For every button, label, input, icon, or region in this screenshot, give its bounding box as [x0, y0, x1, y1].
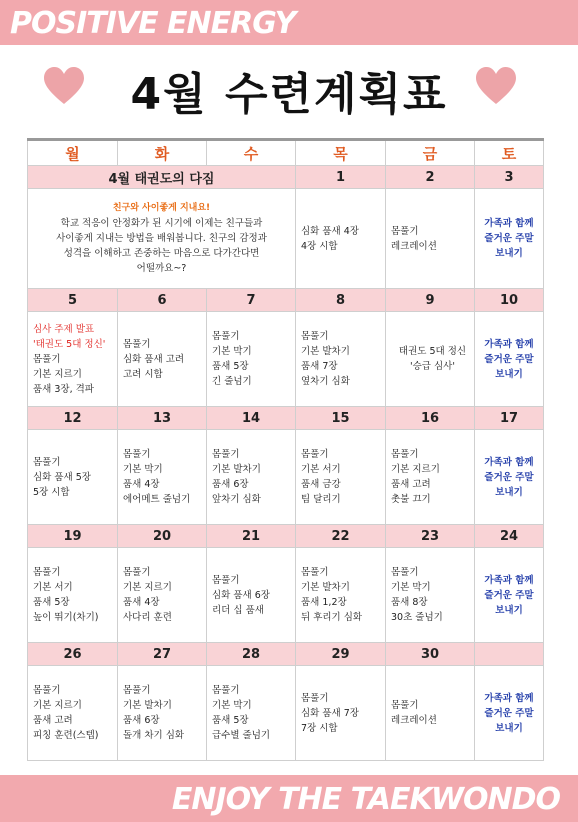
plan-line: 품새 고려 [33, 715, 73, 726]
plan-line: 팀 달리기 [301, 494, 341, 505]
saturday-line: 보내기 [495, 486, 523, 498]
plan-line: 기본 발차기 [301, 582, 350, 593]
date-cell: 9 [386, 289, 475, 312]
date-cell: 7 [207, 289, 296, 312]
plan-line: 7장 시합 [301, 722, 338, 734]
plan-cell [28, 666, 118, 761]
date-cell: 5 [28, 289, 118, 312]
top-banner [0, 0, 578, 45]
plan-line: 레크레이션 [391, 715, 437, 726]
date-cell: 26 [28, 643, 118, 666]
plan-line: 품새 7장 [301, 361, 338, 372]
plan-line: 몸풀기 [391, 449, 419, 460]
date-cell: 14 [207, 407, 296, 430]
plan-cell [28, 430, 118, 525]
date-cell: 22 [296, 525, 386, 548]
exam-notice-line: '태권도 5대 정신' [33, 338, 106, 350]
date-cell: 3 [475, 166, 544, 189]
theme-text-line: 어떨까요~? [136, 263, 187, 274]
plan-cell [296, 189, 386, 289]
date-row [28, 407, 544, 430]
saturday-line: 보내기 [495, 722, 523, 734]
plan-cell [296, 666, 386, 761]
date-cell: 27 [118, 643, 207, 666]
plan-line: 기본 지르기 [33, 700, 82, 711]
theme-heading: 친구와 사이좋게 지내요! [112, 203, 211, 213]
date-cell: 8 [296, 289, 386, 312]
exam-notice-line: 심사 주제 발표 [33, 323, 95, 335]
saturday-line: 가족과 함께 [484, 456, 534, 468]
plan-line: 몸풀기 [33, 685, 61, 696]
plan-line: 몸풀기 [301, 331, 329, 342]
plan-line: 기본 막기 [123, 464, 163, 475]
theme-text-line: 사이좋게 지내는 방법을 배워봅니다. 친구의 감정과 [56, 233, 267, 244]
weekday-header-row [28, 140, 544, 166]
plan-row [28, 666, 544, 761]
plan-line: 몸풀기 [33, 567, 61, 578]
saturday-line: 가족과 함께 [484, 574, 534, 586]
plan-line: 몸풀기 [301, 449, 329, 460]
plan-line: 품새 고려 [391, 479, 431, 490]
date-cell: 23 [386, 525, 475, 548]
weekday-tue: 화 [118, 140, 207, 166]
plan-line: 30초 줄넘기 [391, 612, 443, 623]
plan-line: 피칭 훈련(스텝) [33, 730, 99, 741]
plan-line: 심화 품새 5장 [33, 471, 91, 483]
weekday-mon: 월 [28, 140, 118, 166]
date-row [28, 643, 544, 666]
plan-line: 4장 시합 [301, 240, 338, 252]
monthly-theme [28, 189, 296, 289]
plan-line: 심화 품새 6장 [212, 589, 270, 601]
plan-line: 품새 5장 [212, 715, 249, 726]
saturday-line: 가족과 함께 [484, 692, 534, 704]
plan-line: 품새 8장 [391, 597, 428, 608]
training-calendar [27, 138, 544, 761]
plan-cell [386, 548, 475, 643]
plan-cell [28, 312, 118, 407]
saturday-cell [475, 312, 544, 407]
plan-line: 급수별 줄넘기 [212, 730, 271, 741]
plan-line: 기본 막기 [391, 582, 431, 593]
plan-line: 고려 시합 [123, 368, 163, 380]
plan-cell [118, 312, 207, 407]
plan-line: 기본 막기 [212, 346, 252, 357]
plan-line: 레크레이션 [391, 240, 437, 252]
plan-line: 기본 발차기 [123, 700, 172, 711]
plan-cell [207, 430, 296, 525]
date-cell [475, 643, 544, 666]
weekday-thu: 목 [296, 140, 386, 166]
plan-cell [118, 666, 207, 761]
saturday-line: 즐거운 주말 [484, 471, 534, 483]
date-cell: 15 [296, 407, 386, 430]
date-row [28, 166, 544, 189]
saturday-cell [475, 548, 544, 643]
date-cell: 24 [475, 525, 544, 548]
saturday-line: 가족과 함께 [484, 338, 534, 350]
date-cell: 28 [207, 643, 296, 666]
date-cell: 10 [475, 289, 544, 312]
top-banner-text: POSITIVE ENERGY [10, 6, 296, 41]
plan-line: 품새 4장 [123, 479, 160, 490]
plan-line: 기본 지르기 [33, 368, 82, 380]
bottom-banner [0, 775, 578, 822]
heart-icon [474, 66, 518, 106]
date-cell: 12 [28, 407, 118, 430]
plan-cell [296, 312, 386, 407]
saturday-line: 보내기 [495, 368, 523, 380]
saturday-line: 보내기 [495, 248, 523, 259]
plan-line: 긴 줄넘기 [212, 376, 252, 387]
plan-line: 몸풀기 [391, 225, 419, 237]
plan-line: 심화 품새 고려 [123, 353, 185, 365]
date-cell: 13 [118, 407, 207, 430]
plan-cell [296, 548, 386, 643]
plan-line: 에어메트 줄넘기 [123, 494, 191, 505]
saturday-line: 즐거운 주말 [484, 589, 534, 601]
plan-line: 기본 서기 [33, 582, 73, 593]
date-row [28, 289, 544, 312]
plan-line: 몸풀기 [391, 567, 419, 578]
plan-line: 품새 금강 [301, 479, 341, 490]
theme-text-line: 성격을 이해하고 존중하는 마음으로 다가간다면 [63, 248, 260, 259]
date-cell: 1 [296, 166, 386, 189]
plan-line: 돌개 차기 심화 [123, 730, 185, 741]
plan-line: 촛불 끄기 [391, 494, 431, 505]
saturday-line: 보내기 [495, 604, 523, 616]
weekday-fri: 금 [386, 140, 475, 166]
plan-line: 심화 품새 7장 [301, 707, 359, 719]
plan-cell [118, 548, 207, 643]
plan-line: 품새 6장 [212, 479, 249, 490]
plan-line: 옆차기 심화 [301, 376, 350, 387]
plan-cell [118, 430, 207, 525]
plan-line: 몸풀기 [212, 331, 240, 342]
saturday-cell [475, 430, 544, 525]
theme-text-line: 학교 적응이 안정화가 된 시기에 이제는 친구들과 [60, 218, 263, 229]
date-cell: 6 [118, 289, 207, 312]
date-cell: 30 [386, 643, 475, 666]
plan-line: 기본 지르기 [123, 582, 172, 593]
plan-line: 품새 4장 [123, 597, 160, 608]
plan-line: 품새 5장 [33, 597, 70, 608]
plan-cell [386, 666, 475, 761]
weekday-wed: 수 [207, 140, 296, 166]
plan-cell [296, 430, 386, 525]
exam-line: 태권도 5대 정신 [398, 346, 467, 357]
plan-line: 심화 품새 4장 [301, 225, 359, 237]
plan-line: 기본 막기 [212, 700, 252, 711]
plan-line: 앞차기 심화 [212, 494, 261, 505]
plan-cell [28, 548, 118, 643]
plan-line: 몸풀기 [123, 567, 151, 578]
plan-cell [207, 312, 296, 407]
plan-line: 기본 발차기 [301, 346, 350, 357]
date-cell: 20 [118, 525, 207, 548]
plan-line: 사다리 훈련 [123, 612, 172, 623]
plan-line: 몸풀기 [33, 353, 61, 365]
exam-line: '승급 심사' [410, 361, 455, 372]
plan-row [28, 312, 544, 407]
date-cell: 19 [28, 525, 118, 548]
saturday-cell [475, 189, 544, 289]
saturday-line: 즐거운 주말 [484, 353, 534, 365]
date-cell: 17 [475, 407, 544, 430]
plan-line: 품새 3장, 격파 [33, 383, 94, 395]
plan-line: 기본 지르기 [391, 464, 440, 475]
plan-row [28, 430, 544, 525]
plan-line: 5장 시합 [33, 486, 70, 498]
theme-label: 4월 태권도의 다짐 [28, 166, 296, 189]
plan-row [28, 189, 544, 289]
plan-line: 몸풀기 [212, 685, 240, 696]
plan-cell [207, 548, 296, 643]
plan-line: 품새 6장 [123, 715, 160, 726]
plan-line: 높이 뛰기(차기) [33, 612, 99, 623]
plan-line: 기본 발차기 [212, 464, 261, 475]
plan-line: 뒤 후리기 심화 [301, 612, 363, 623]
plan-line: 몸풀기 [123, 338, 151, 350]
date-cell: 16 [386, 407, 475, 430]
bottom-banner-text: ENJOY THE TAEKWONDO [171, 782, 560, 817]
plan-line: 몸풀기 [301, 692, 329, 704]
date-cell: 29 [296, 643, 386, 666]
date-cell: 2 [386, 166, 475, 189]
plan-line: 몸풀기 [33, 456, 61, 468]
plan-row [28, 548, 544, 643]
plan-line: 몸풀기 [212, 574, 240, 586]
plan-cell [386, 189, 475, 289]
plan-line: 품새 1,2장 [301, 597, 347, 608]
plan-line: 몸풀기 [123, 449, 151, 460]
plan-line: 몸풀기 [391, 700, 419, 711]
saturday-cell [475, 666, 544, 761]
date-cell: 21 [207, 525, 296, 548]
saturday-line: 즐거운 주말 [484, 233, 534, 244]
weekday-sat: 토 [475, 140, 544, 166]
date-row [28, 525, 544, 548]
exam-cell [386, 312, 475, 407]
plan-line: 리더 십 품새 [212, 604, 264, 616]
plan-line: 품새 5장 [212, 361, 249, 372]
plan-cell [386, 430, 475, 525]
plan-line: 몸풀기 [123, 685, 151, 696]
page-title: 4월 수련계획표 [130, 69, 448, 120]
plan-line: 몸풀기 [301, 567, 329, 578]
plan-line: 기본 서기 [301, 464, 341, 475]
plan-line: 몸풀기 [212, 449, 240, 460]
plan-cell [207, 666, 296, 761]
saturday-line: 즐거운 주말 [484, 707, 534, 719]
saturday-line: 가족과 함께 [484, 218, 534, 229]
